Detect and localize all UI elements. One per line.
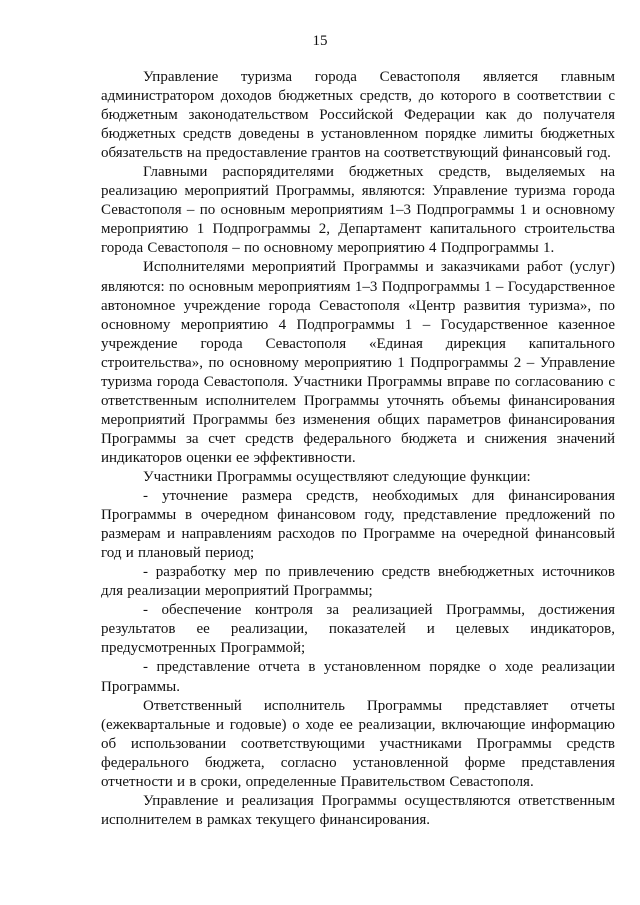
list-item-report: - представление отчета в установленном порядке о ходе реализации Программы. bbox=[101, 659, 615, 695]
page-number: 15 bbox=[312, 33, 328, 49]
list-item-control: - обеспечение контроля за реализацией Программы, достижения результатов ее реализации, показателей и целевых индикаторов, предусмотренных Программой; bbox=[101, 602, 615, 657]
paragraph-budget-managers: Главными распорядителями бюджетных средств, выделяемых на реализацию мероприятий Программы, являются: Управление туризма города Севастополя – по основным мероприятиям 1–3 Подпрограммы 1 и основному мероприятию 1 Подпрограммы 2, Департамент капитального строительства города Севастополя – по основному мероприятию 4 Подпрограммы 1. bbox=[101, 164, 615, 257]
paragraph-reporting: Ответственный исполнитель Программы представляет отчеты (ежеквартальные и годовые) о ходе ее реализации, включающие информацию об использовании соответствующими участниками Программы средств федерального бюджета, согласно установленной форме представления отчетности и в сроки, определенные Правительством Севастополя. bbox=[101, 697, 615, 790]
list-item-funding-size: - уточнение размера средств, необходимых для финансирования Программы в очередном финансовом году, представление предложений по размерам и направлениям расходов по Программе на очередной финансовый год и плановый период; bbox=[101, 488, 615, 562]
list-item-extrabudgetary: - разработку мер по привлечению средств внебюджетных источников для реализации мероприятий Программы; bbox=[101, 564, 615, 600]
paragraph-management: Управление и реализация Программы осуществляются ответственным исполнителем в рамках текущего финансирования. bbox=[101, 792, 615, 828]
document-body bbox=[101, 68, 615, 830]
paragraph-functions-intro: Участники Программы осуществляют следующие функции: bbox=[143, 468, 531, 485]
paragraph-chief-administrator: Управление туризма города Севастополя является главным администратором доходов бюджетных средств, до которого в соответствии с бюджетным законодательством Российской Федерации как до получателя бюджетных средств доведены в установленном порядке лимиты бюджетных обязательств на предоставление грантов на соответствующий финансовый год. bbox=[101, 69, 615, 162]
paragraph-executors: Исполнителями мероприятий Программы и заказчиками работ (услуг) являются: по основным мероприятиям 1–3 Подпрограммы 1 – Государственное автономное учреждение города Севастополя «Центр развития туризма», по основному мероприятию 4 Подпрограммы 1 – Государственное казенное учреждение города Севастополя «Единая дирекция капитального строительства», по основному мероприятию 1 Подпрограммы 2 – Управление туризма города Севастополя. Участники Программы вправе по согласованию с ответственным исполнителем Программы уточнять объемы финансирования мероприятий Программы без изменения общих параметров финансирования Программы за счет средств федерального бюджета и снижения значений индикаторов оценки ее эффективности. bbox=[101, 259, 615, 466]
